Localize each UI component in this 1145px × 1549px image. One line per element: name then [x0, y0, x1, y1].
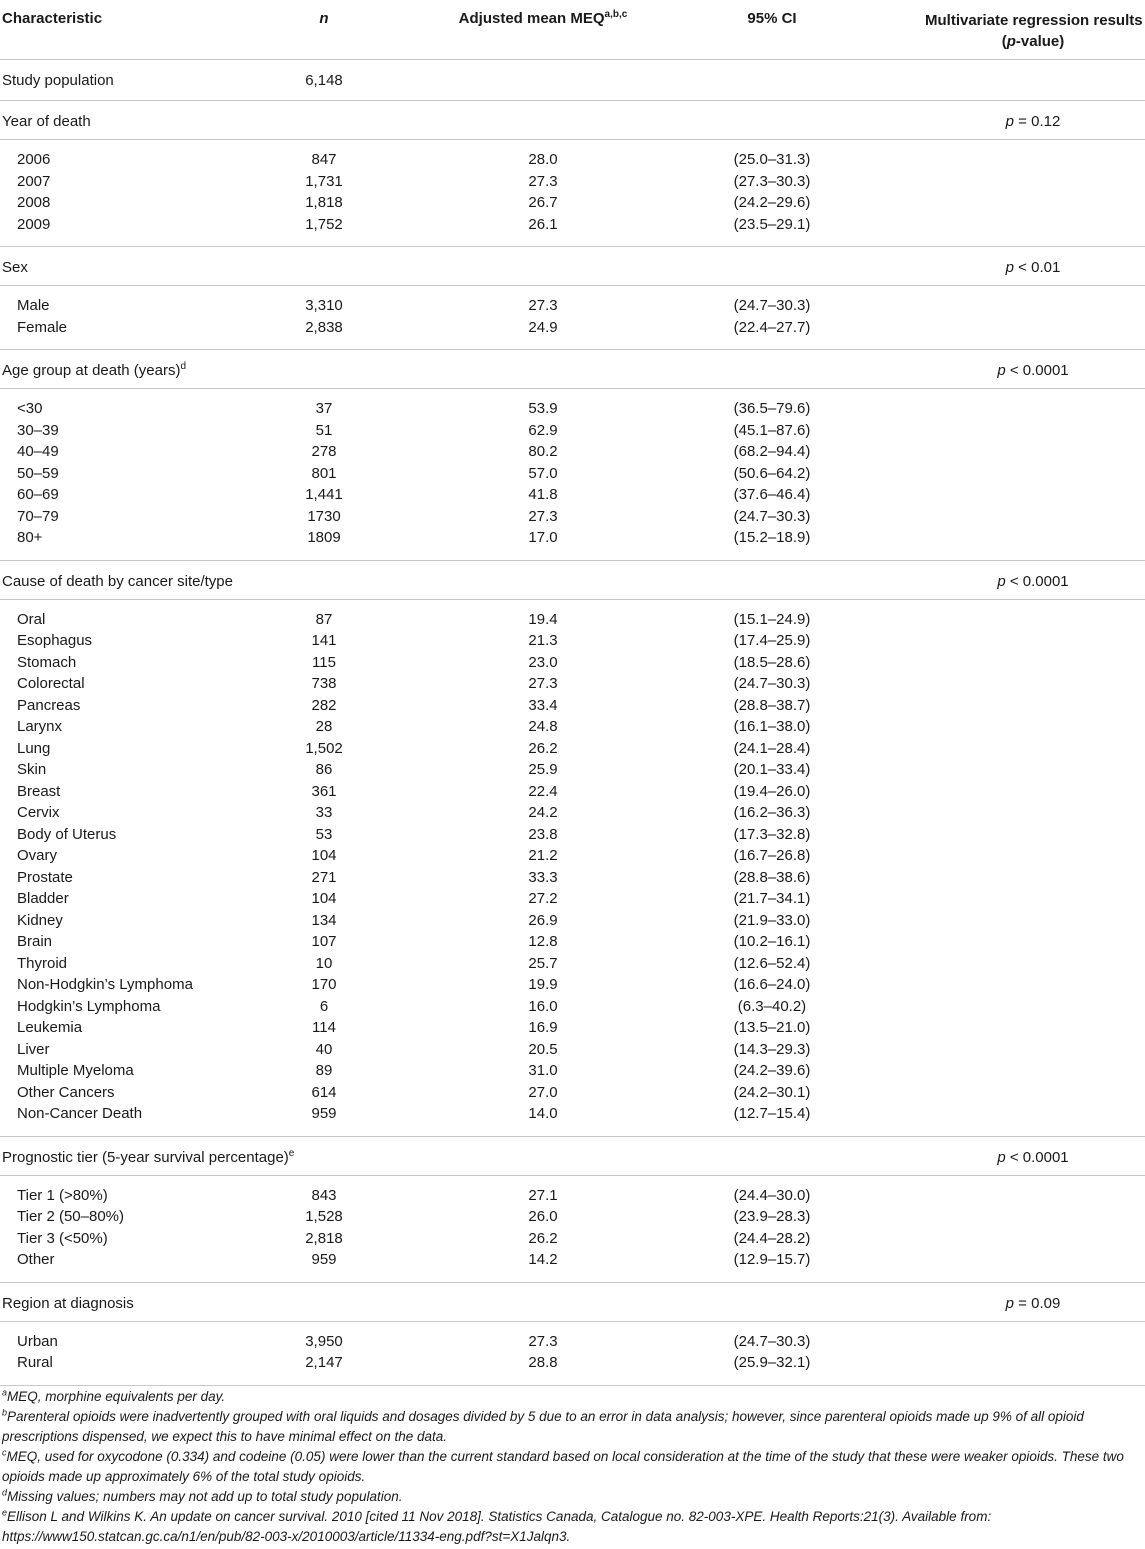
footnote: $^e$Ellison L and Wilkins K. An update on cancer survival. 2010 [cited 11 Nov 2018]. Statistics Canada, Catalogue no. 82-003-XPE. Health Reports:21(3). Available from: https://www150.statcan.gc.ca/n1/en/pub/82-003-x/2010003/article/11334-eng.pdf?st=X1Jalqn3.: [2, 1507, 992, 1544]
table-header: [0, 0, 1145, 60]
table-row: [0, 1230, 1145, 1252]
row-adjusted-mean: 24.8: [528, 718, 558, 735]
row-ci: (37.6–46.4): [733, 486, 811, 503]
row-ci: (50.6–64.2): [733, 464, 811, 482]
row-adjusted-mean: 27.1: [528, 1186, 558, 1204]
table-row: [0, 847, 1145, 869]
row-n: 1,528: [305, 1208, 343, 1225]
footnote: $^b$Parenteral opioids were inadvertently grouped with oral liquids and dosages divided by 5 due to an error in data analysis; however, since parenteral opioids made up 9% of all opioid prescriptions dispensed, we expect this to have minimal effect on the data.: [2, 1407, 1084, 1444]
row-ci: (10.2–16.1): [733, 933, 811, 950]
section-divider: [0, 1376, 1145, 1386]
row-label: Male: [17, 297, 50, 314]
row-adjusted-mean: 23.0: [528, 653, 558, 671]
row-n: 170: [311, 976, 337, 993]
section-label: Year of death: [2, 113, 91, 130]
table-row: [0, 654, 1145, 676]
row-label: 2006: [17, 151, 51, 168]
table-row: [0, 826, 1145, 848]
row-n: 361: [311, 782, 337, 800]
row-ci: (24.4–28.2): [733, 1229, 811, 1247]
row-label: Non-Cancer Death: [17, 1105, 143, 1122]
row-label: Prostate: [17, 868, 73, 886]
row-n: 271: [311, 868, 337, 886]
section-label: Sex: [2, 259, 28, 276]
row-n: 1,731: [305, 172, 343, 190]
table-row: [0, 319, 1145, 341]
table-row: [0, 912, 1145, 934]
row-adjusted-mean: 33.3: [528, 868, 558, 886]
table-row: [0, 486, 1145, 508]
header-adjusted-mean: Adjusted mean MEQ$^{a,b,c}$: [458, 9, 628, 27]
row-n: 3,310: [305, 297, 343, 314]
table-row: [0, 216, 1145, 238]
row-n: 87: [315, 610, 333, 628]
row-n: 134: [311, 911, 337, 929]
table-row: [0, 998, 1145, 1020]
row-adjusted-mean: 12.8: [528, 933, 558, 950]
row-ci: (13.5–21.0): [733, 1019, 811, 1036]
row-label: Rural: [17, 1354, 53, 1371]
row-n: 282: [311, 696, 337, 714]
row-n: 104: [311, 890, 337, 907]
row-ci: (21.9–33.0): [733, 911, 811, 929]
row-ci: (68.2–94.4): [733, 443, 811, 460]
row-ci: (12.9–15.7): [733, 1251, 811, 1268]
table-row: [0, 400, 1145, 422]
row-label: 40–49: [17, 443, 59, 460]
row-adjusted-mean: 14.2: [528, 1251, 558, 1268]
row-label: 60–69: [17, 486, 59, 503]
section-label: Region at diagnosis: [2, 1294, 134, 1312]
row-n: 278: [311, 443, 337, 460]
table-row: [0, 976, 1145, 998]
table-row: [0, 1333, 1145, 1355]
row-adjusted-mean: 57.0: [528, 464, 558, 482]
row-n: 37: [315, 400, 333, 417]
row-label: Liver: [17, 1040, 50, 1058]
row-n: 33: [315, 804, 333, 821]
row-label: Ovary: [17, 847, 58, 864]
row-adjusted-mean: 19.9: [528, 976, 558, 993]
table-row: [0, 718, 1145, 740]
row-ci: (21.7–34.1): [733, 890, 811, 907]
row-adjusted-mean: 26.7: [528, 194, 558, 211]
row-adjusted-mean: 80.2: [528, 443, 558, 460]
row-ci: (16.2–36.3): [733, 804, 811, 821]
row-n: 1,441: [305, 486, 343, 503]
row-adjusted-mean: 27.3: [528, 507, 558, 525]
table-row: [0, 783, 1145, 805]
section-label: Age group at death (years)$^d$: [2, 361, 187, 379]
row-n: 2,818: [305, 1229, 343, 1247]
row-n: 843: [311, 1186, 337, 1204]
row-ci: (24.7–30.3): [733, 507, 811, 525]
row-ci: (28.8–38.6): [733, 868, 811, 886]
row-n: 28: [315, 718, 333, 735]
table-row: [0, 1354, 1145, 1376]
row-label: Tier 1 (>80%): [17, 1186, 108, 1204]
table-row: [0, 890, 1145, 912]
section-label: Prognostic tier (5-year survival percentage)$^e$: [2, 1147, 295, 1166]
section-p-value: p < 0.0001: [997, 362, 1069, 379]
section-divider: [0, 237, 1145, 247]
table-row: [0, 1084, 1145, 1106]
table-row: [0, 632, 1145, 654]
row-adjusted-mean: 53.9: [528, 400, 558, 417]
row-label: Kidney: [17, 911, 63, 929]
row-label: Cervix: [17, 804, 60, 821]
row-adjusted-mean: 62.9: [528, 421, 558, 439]
footnote: $^c$MEQ, used for oxycodone (0.334) and codeine (0.05) were lower than the current standard based on local consideration at the time of the study that these were weaker opioids. These two opioids made up approximately 6% of the total study opioids.: [2, 1447, 1124, 1484]
row-label: 2007: [17, 172, 51, 190]
row-ci: (24.7–30.3): [733, 297, 811, 314]
row-label: Hodgkin’s Lymphoma: [17, 997, 161, 1015]
row-ci: (17.4–25.9): [733, 632, 811, 649]
row-n: 959: [311, 1251, 337, 1268]
row-adjusted-mean: 27.0: [528, 1083, 558, 1101]
study-population-label: Study population: [2, 72, 114, 89]
section-p-value: p < 0.0001: [997, 1148, 1069, 1166]
row-n: 40: [315, 1040, 333, 1058]
row-label: Brain: [17, 933, 53, 950]
row-adjusted-mean: 27.2: [528, 890, 558, 907]
row-adjusted-mean: 26.2: [528, 739, 558, 757]
row-adjusted-mean: 16.0: [528, 997, 558, 1015]
row-adjusted-mean: 24.9: [528, 318, 558, 336]
row-n: 115: [312, 653, 336, 671]
header-ci: 95% CI: [747, 10, 797, 27]
table-row: [0, 508, 1145, 530]
section-header-row: [0, 247, 1145, 286]
row-label: Non-Hodgkin’s Lymphoma: [17, 976, 193, 993]
row-n: 847: [311, 151, 337, 168]
row-n: 104: [311, 847, 337, 864]
row-label: Lung: [17, 739, 51, 757]
row-adjusted-mean: 25.9: [528, 761, 558, 778]
header-regression: Multivariate regression results (p-value): [925, 12, 1143, 50]
row-ci: (25.0–31.3): [733, 151, 811, 168]
footnote: $^d$Missing values; numbers may not add up to total study population.: [2, 1487, 403, 1504]
header-characteristic: Characteristic: [2, 10, 103, 27]
table-row: [0, 1187, 1145, 1209]
row-ci: (24.7–30.3): [733, 1332, 811, 1350]
section-header-row: [0, 350, 1145, 389]
row-n: 738: [311, 675, 337, 692]
row-adjusted-mean: 17.0: [528, 529, 558, 546]
row-adjusted-mean: 21.3: [528, 632, 558, 649]
table-row: [0, 1019, 1145, 1041]
row-ci: (24.7–30.3): [733, 675, 811, 692]
row-n: 3,950: [305, 1332, 343, 1350]
row-n: 959: [311, 1105, 337, 1122]
row-ci: (15.2–18.9): [733, 529, 811, 546]
section-label: Cause of death by cancer site/type: [2, 572, 233, 590]
row-label: 30–39: [17, 421, 59, 439]
row-adjusted-mean: 19.4: [528, 610, 558, 628]
row-ci: (36.5–79.6): [733, 400, 811, 417]
table-row: [0, 151, 1145, 173]
row-label: <30: [17, 400, 43, 417]
row-adjusted-mean: 27.3: [528, 1332, 558, 1350]
section-divider: [0, 340, 1145, 350]
row-adjusted-mean: 28.0: [528, 151, 558, 168]
section-divider: [0, 1127, 1145, 1137]
table-row: [0, 675, 1145, 697]
row-adjusted-mean: 27.3: [528, 675, 558, 692]
row-n: 107: [311, 933, 337, 950]
row-adjusted-mean: 26.2: [528, 1229, 558, 1247]
row-ci: (20.1–33.4): [733, 761, 811, 778]
footnote: $^a$MEQ, morphine equivalents per day.: [2, 1387, 226, 1404]
footnotes: [2, 1387, 1142, 1547]
section-header-row: [0, 101, 1145, 140]
row-label: 2008: [17, 194, 51, 211]
section-p-value: p = 0.12: [1005, 113, 1061, 130]
row-ci: (23.9–28.3): [733, 1208, 811, 1225]
row-ci: (16.7–26.8): [733, 847, 811, 864]
row-label: Esophagus: [17, 632, 93, 649]
table-body: [0, 101, 1145, 1386]
row-ci: (24.2–39.6): [733, 1062, 811, 1079]
row-n: 10: [315, 954, 333, 972]
row-ci: (24.2–30.1): [733, 1083, 811, 1101]
row-adjusted-mean: 21.2: [528, 847, 558, 864]
table-row: [0, 1062, 1145, 1084]
row-label: Larynx: [17, 718, 63, 735]
row-n: 1,502: [305, 739, 343, 757]
row-ci: (24.1–28.4): [733, 739, 811, 757]
table-row: [0, 611, 1145, 633]
row-label: Pancreas: [17, 696, 81, 714]
row-label: Body of Uterus: [17, 825, 117, 843]
row-ci: (27.3–30.3): [733, 172, 811, 190]
row-label: Multiple Myeloma: [17, 1062, 134, 1079]
row-ci: (15.1–24.9): [733, 610, 811, 628]
section-header-row: [0, 1137, 1145, 1176]
row-n: 801: [311, 464, 337, 482]
row-label: Other Cancers: [17, 1083, 115, 1101]
section-p-value: p < 0.01: [1005, 259, 1061, 276]
table-row: [0, 1208, 1145, 1230]
row-label: Urban: [17, 1332, 58, 1350]
row-n: 2,147: [305, 1354, 343, 1371]
table-row: [0, 1251, 1145, 1273]
row-label: Leukemia: [17, 1019, 83, 1036]
row-adjusted-mean: 23.8: [528, 825, 558, 843]
row-adjusted-mean: 33.4: [528, 696, 558, 714]
row-adjusted-mean: 41.8: [528, 486, 558, 503]
row-ci: (45.1–87.6): [733, 421, 811, 439]
row-ci: (28.8–38.7): [733, 696, 811, 714]
table-row: [0, 869, 1145, 891]
row-adjusted-mean: 16.9: [528, 1019, 558, 1036]
row-label: 50–59: [17, 464, 59, 482]
row-ci: (17.3–32.8): [733, 825, 811, 843]
table-row: [0, 1041, 1145, 1063]
row-label: Stomach: [17, 653, 77, 671]
row-label: Oral: [17, 610, 46, 628]
row-n: 6: [319, 997, 329, 1015]
row-adjusted-mean: 27.3: [528, 172, 558, 190]
row-ci: (25.9–32.1): [733, 1354, 811, 1371]
table-row: [0, 740, 1145, 762]
table-row: [0, 529, 1145, 551]
table-row: [0, 697, 1145, 719]
row-n: 2,838: [305, 318, 343, 336]
table-row: [0, 422, 1145, 444]
section-p-value: p < 0.0001: [997, 572, 1069, 590]
row-n: 53: [315, 825, 333, 843]
row-label: Other: [17, 1251, 55, 1268]
section-p-value: p = 0.09: [1005, 1294, 1061, 1312]
table-row: [0, 465, 1145, 487]
row-adjusted-mean: 26.0: [528, 1208, 558, 1225]
row-ci: (12.6–52.4): [733, 954, 811, 972]
section-header-row: [0, 1283, 1145, 1322]
row-adjusted-mean: 27.3: [528, 297, 558, 314]
row-label: 2009: [17, 215, 51, 233]
section-divider: [0, 551, 1145, 561]
row-label: Tier 3 (<50%): [17, 1229, 108, 1247]
table-row: [0, 804, 1145, 826]
row-ci: (22.4–27.7): [733, 318, 811, 336]
table-row: [0, 443, 1145, 465]
row-ci: (24.4–30.0): [733, 1186, 811, 1204]
row-adjusted-mean: 31.0: [528, 1062, 558, 1079]
table-row: [0, 173, 1145, 195]
row-adjusted-mean: 25.7: [528, 954, 558, 972]
row-n: 1809: [307, 529, 341, 546]
row-label: 80+: [17, 529, 43, 546]
row-n: 114: [312, 1019, 336, 1036]
row-label: Thyroid: [17, 954, 68, 972]
row-ci: (6.3–40.2): [737, 997, 807, 1015]
row-n: 1730: [307, 507, 341, 525]
section-header-row: [0, 561, 1145, 600]
table-row: [0, 933, 1145, 955]
row-label: Skin: [17, 761, 47, 778]
row-n: 1,818: [305, 194, 343, 211]
row-label: Breast: [17, 782, 61, 800]
row-n: 141: [311, 632, 337, 649]
table-row: [0, 761, 1145, 783]
row-ci: (16.6–24.0): [733, 976, 811, 993]
study-population-n: 6,148: [305, 72, 343, 89]
row-n: 1,752: [305, 215, 343, 233]
row-n: 86: [315, 761, 333, 778]
table-row: [0, 297, 1145, 319]
row-label: Tier 2 (50–80%): [17, 1208, 124, 1225]
row-label: Bladder: [17, 890, 69, 907]
row-adjusted-mean: 26.9: [528, 911, 558, 929]
row-label: Colorectal: [17, 675, 85, 692]
row-ci: (14.3–29.3): [733, 1040, 811, 1058]
row-n: 51: [315, 421, 333, 439]
row-ci: (18.5–28.6): [733, 653, 811, 671]
table-row: [0, 1105, 1145, 1127]
row-ci: (12.7–15.4): [733, 1105, 811, 1122]
row-n: 614: [311, 1083, 337, 1101]
row-adjusted-mean: 22.4: [528, 782, 558, 800]
row-label: 70–79: [17, 507, 59, 525]
row-adjusted-mean: 20.5: [528, 1040, 558, 1058]
row-ci: (19.4–26.0): [733, 782, 811, 800]
table-row: [0, 955, 1145, 977]
row-ci: (16.1–38.0): [733, 718, 811, 735]
row-ci: (23.5–29.1): [733, 215, 811, 233]
row-adjusted-mean: 26.1: [528, 215, 558, 233]
row-adjusted-mean: 28.8: [528, 1354, 558, 1371]
table-row: [0, 194, 1145, 216]
row-ci: (24.2–29.6): [733, 194, 811, 211]
header-n: n: [319, 10, 329, 27]
row-n: 89: [315, 1062, 333, 1079]
row-adjusted-mean: 14.0: [528, 1105, 558, 1122]
section-divider: [0, 1273, 1145, 1283]
study-population-row: [0, 60, 1145, 101]
row-label: Female: [17, 318, 68, 336]
row-adjusted-mean: 24.2: [528, 804, 558, 821]
